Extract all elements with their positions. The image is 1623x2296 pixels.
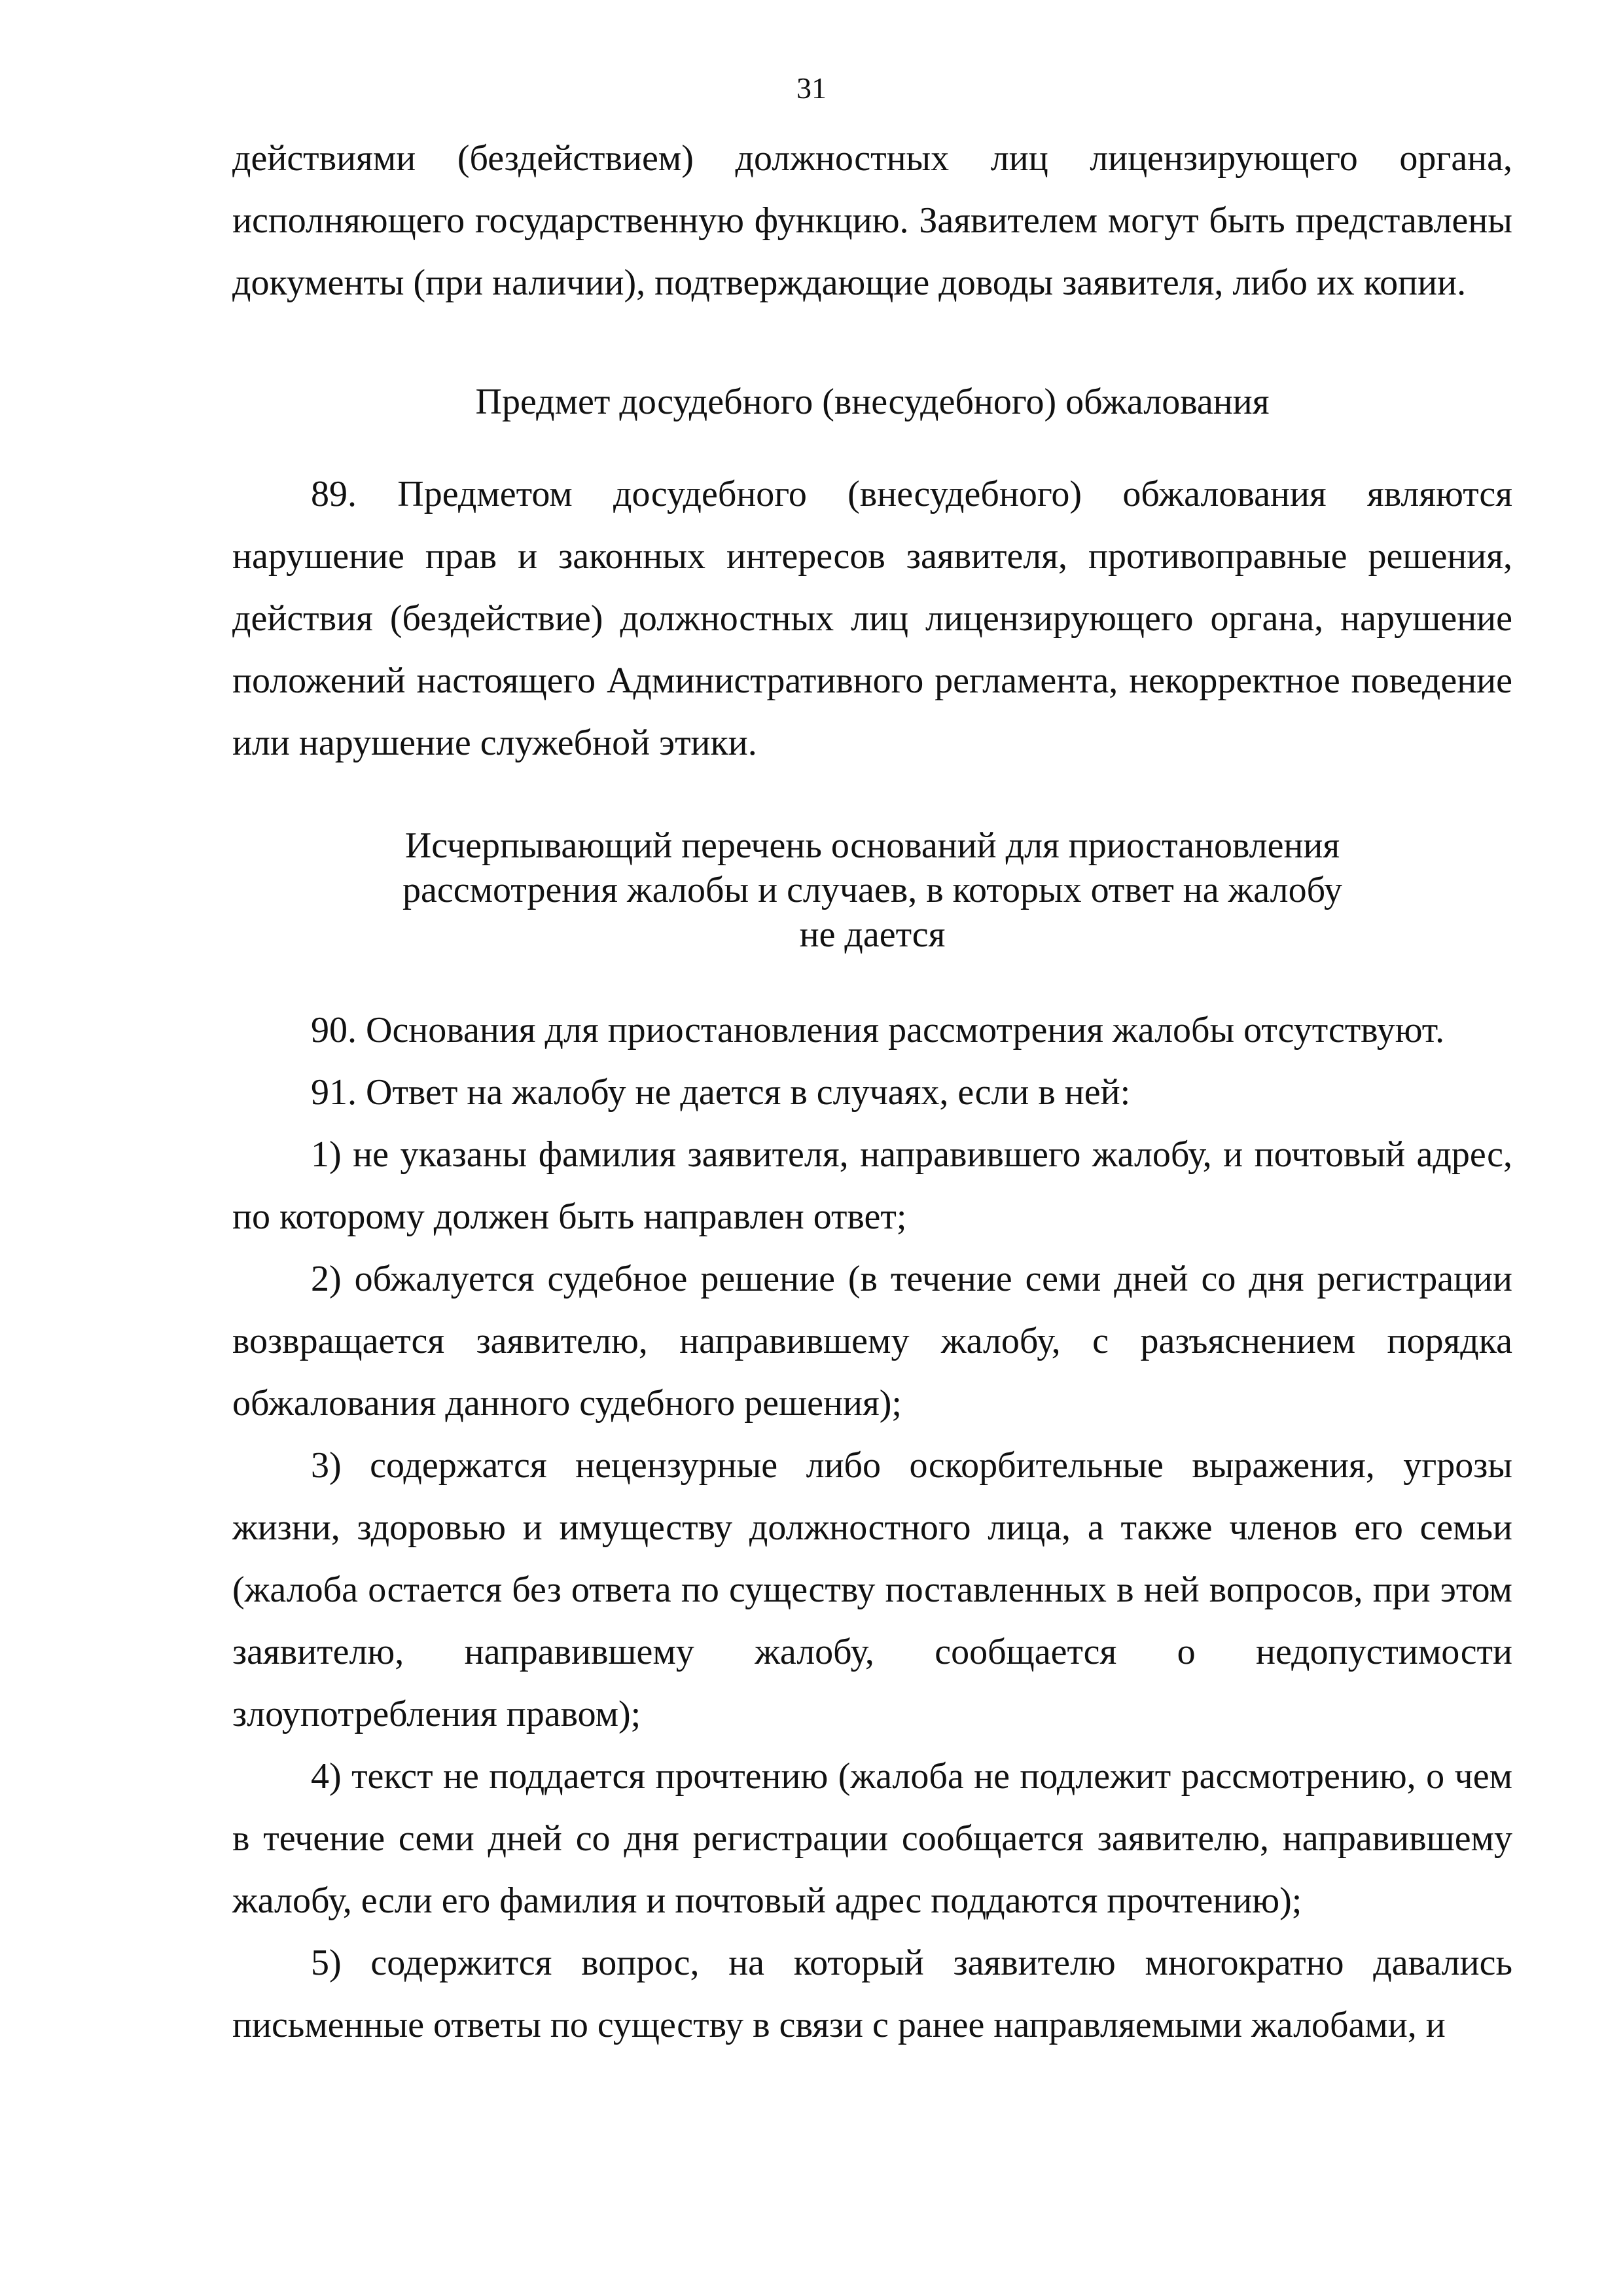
intro-paragraph: действиями (бездействием) должностных лиц лицензирующего органа, исполняющего государственную функцию. Заявителем могут быть представлены документы (при наличии), подтверждающие доводы заявителя, либо их копии.	[232, 138, 1512, 303]
paragraph-89: 89. Предметом досудебного (внесудебного) обжалования являются нарушение прав и законных интересов заявителя, противоправные решения, действия (бездействие) должностных лиц лицензирующего органа, нарушение положений настоящего Административного регламента, некорректное поведение или нарушение служебной этики.	[232, 474, 1512, 763]
paragraph-90: 90. Основания для приостановления рассмотрения жалобы отсутствуют.	[311, 1010, 1445, 1050]
heading-line-1: Исчерпывающий перечень оснований для приостановления	[404, 825, 1340, 866]
list-item-3: 3) содержатся нецензурные либо оскорбительные выражения, угрозы жизни, здоровью и имуществу должностного лица, а также членов его семьи (жалоба остается без ответа по существу поставленных в ней вопросов, при этом заявителю, направившему жалобу, сообщается о недопустимости злоупотребления правом);	[232, 1445, 1512, 1734]
section-heading-grounds	[232, 823, 1512, 957]
list-item-2: 2) обжалуется судебное решение (в течение семи дней со дня регистрации возвращается заявителю, направившему жалобу, с разъяснением порядка обжалования данного судебного решения);	[232, 1259, 1512, 1424]
list-item-1: 1) не указаны фамилия заявителя, направившего жалобу, и почтовый адрес, по которому должен быть направлен ответ;	[232, 1134, 1512, 1237]
heading-line-2: рассмотрения жалобы и случаев, в которых ответ на жалобу	[402, 870, 1342, 910]
heading-line-3: не дается	[799, 914, 946, 955]
document-body	[232, 128, 1512, 2056]
section-heading-appeal-subject: Предмет досудебного (внесудебного) обжалования	[475, 382, 1270, 422]
paragraph-91: 91. Ответ на жалобу не дается в случаях, если в ней:	[311, 1072, 1131, 1113]
list-item-5: 5) содержится вопрос, на который заявителю многократно давались письменные ответы по существу в связи с ранее направляемыми жалобами, и	[232, 1943, 1512, 2045]
list-item-4: 4) текст не поддается прочтению (жалоба не подлежит рассмотрению, о чем в течение семи дней со дня регистрации сообщается заявителю, направившему жалобу, если его фамилия и почтовый адрес поддаются прочтению);	[232, 1756, 1512, 1921]
page-number: 31	[796, 71, 827, 105]
